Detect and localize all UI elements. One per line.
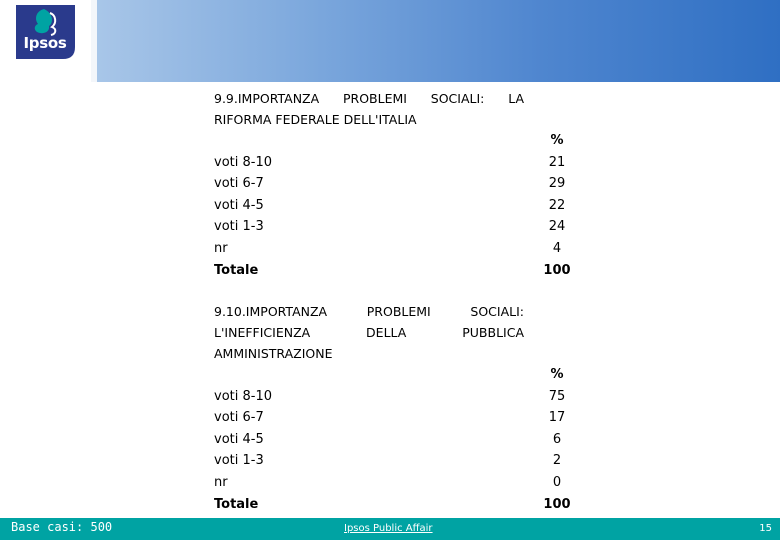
section-title-line: 9.9.IMPORTANZA PROBLEMI SOCIALI: LA xyxy=(214,91,524,106)
section-9-10 xyxy=(214,301,574,515)
footer-link[interactable]: Ipsos Public Affair xyxy=(344,523,433,534)
base-count: Base casi: 500 xyxy=(11,520,113,534)
section-title-line: RIFORMA FEDERALE DELL'ITALIA xyxy=(214,112,417,127)
table-row: voti 6-7 29 xyxy=(214,176,566,192)
section-9-9 xyxy=(214,88,574,281)
table-row: voti 4-5 22 xyxy=(214,197,566,213)
table-row: voti 1-3 2 xyxy=(214,453,562,469)
section-title-line: AMMINISTRAZIONE xyxy=(214,346,333,361)
table-row: nr 0 xyxy=(214,474,562,490)
logo-text: Ipsos xyxy=(23,34,67,52)
table-row: voti 1-3 24 xyxy=(214,219,566,235)
footer xyxy=(0,518,780,540)
table-row: voti 8-10 21 xyxy=(214,154,566,170)
header xyxy=(0,0,780,82)
total-row: Totale 100 xyxy=(214,262,571,278)
table-row: voti 4-5 6 xyxy=(214,431,562,447)
table-row: voti 6-7 17 xyxy=(214,410,566,426)
section-title-line: L'INEFFICIENZA DELLA PUBBLICA xyxy=(214,325,524,340)
percent-header: % xyxy=(550,367,564,382)
table-row: voti 8-10 75 xyxy=(214,388,566,404)
total-row: Totale 100 xyxy=(214,496,571,512)
table-row: nr 4 xyxy=(214,240,562,256)
percent-header: % xyxy=(550,133,564,148)
logo-area xyxy=(0,0,91,82)
header-band xyxy=(97,0,780,82)
section-title-line: 9.10.IMPORTANZA PROBLEMI SOCIALI: xyxy=(214,304,524,319)
page-number: 15 xyxy=(759,523,772,534)
